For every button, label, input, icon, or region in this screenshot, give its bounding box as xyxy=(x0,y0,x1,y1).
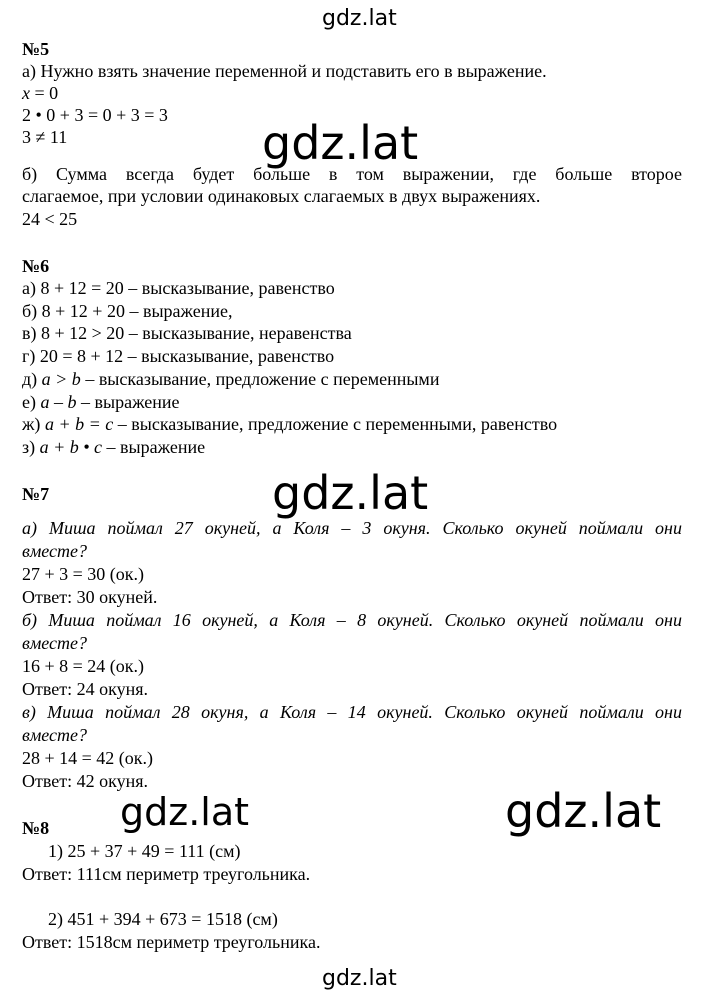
task5-heading: №5 xyxy=(22,39,50,59)
task6-line-e xyxy=(22,391,180,413)
task6-z-expr: a + b • c xyxy=(39,437,103,457)
task8-answer-2: Ответ: 1518см периметр треугольника. xyxy=(22,932,321,952)
task5-b-text-1: б) Сумма всегда будет больше в том выражении, где больше второе xyxy=(22,164,682,184)
task6-d-expr: a > b xyxy=(41,369,81,389)
watermark-center-1: gdz.lat xyxy=(262,116,419,170)
task6-line-a: а) 8 + 12 = 20 – высказывание, равенство xyxy=(22,278,335,298)
task7-c-answer: Ответ: 42 окуня. xyxy=(22,771,149,791)
watermark-right: gdz.lat xyxy=(505,784,662,838)
task6-z-suffix: – выражение xyxy=(102,437,206,457)
task6-line-v: в) 8 + 12 > 20 – высказывание, неравенства xyxy=(22,323,352,343)
task7-b-calc: 16 + 8 = 24 (ок.) xyxy=(22,656,145,676)
task7-a-calc: 27 + 3 = 30 (ок.) xyxy=(22,564,145,584)
task6-line-z xyxy=(22,436,205,458)
task8-calc-2: 2) 451 + 394 + 673 = 1518 (см) xyxy=(48,909,278,929)
task7-b-question-1: б) Миша поймал 16 окуней, а Коля – 8 окуней. Сколько окуней поймали они xyxy=(22,610,682,630)
task8-calc-1: 1) 25 + 37 + 49 = 111 (см) xyxy=(48,841,241,861)
task7-heading: №7 xyxy=(22,484,50,504)
task6-zh-expr: a + b = c xyxy=(44,414,114,434)
task6-zh-suffix: – высказывание, предложение с переменными, равенство xyxy=(113,414,558,434)
task6-d-prefix: д) xyxy=(22,369,42,389)
watermark-top: gdz.lat xyxy=(322,6,397,31)
task6-e-prefix: е) xyxy=(22,392,41,412)
task6-z-prefix: з) xyxy=(22,437,40,457)
task6-zh-prefix: ж) xyxy=(22,414,45,434)
task6-d-suffix: – высказывание, предложение с переменными xyxy=(80,369,440,389)
task6-line-d xyxy=(22,368,439,390)
task5-a-var-value: = 0 xyxy=(30,83,59,103)
task6-e-suffix: – выражение xyxy=(76,392,180,412)
task5-a-result: 3 ≠ 11 xyxy=(22,127,68,147)
task7-c-question-2: вместе? xyxy=(22,725,88,745)
task5-a-calc: 2 • 0 + 3 = 0 + 3 = 3 xyxy=(22,105,168,125)
watermark-bottom: gdz.lat xyxy=(322,966,397,991)
task7-b-answer: Ответ: 24 окуня. xyxy=(22,679,149,699)
task6-e-expr: a – b xyxy=(40,392,77,412)
task7-c-question-1: в) Миша поймал 28 окуня, а Коля – 14 окуней. Сколько окуней поймали они xyxy=(22,702,682,722)
task8-answer-1: Ответ: 111см периметр треугольника. xyxy=(22,864,311,884)
task7-a-question-2: вместе? xyxy=(22,541,88,561)
task6-line-b: б) 8 + 12 + 20 – выражение, xyxy=(22,301,233,321)
task7-b-question-2: вместе? xyxy=(22,633,88,653)
task6-heading: №6 xyxy=(22,256,50,276)
watermark-left: gdz.lat xyxy=(120,790,250,834)
task7-a-answer: Ответ: 30 окуней. xyxy=(22,587,158,607)
task7-a-question-1: а) Миша поймал 27 окуней, а Коля – 3 окуня. Сколько окуней поймали они xyxy=(22,518,682,538)
task5-a-text: а) Нужно взять значение переменной и подставить его в выражение. xyxy=(22,61,547,81)
task8-heading: №8 xyxy=(22,818,50,838)
task5-a-var-line xyxy=(22,82,58,104)
task5-a-var: x xyxy=(22,83,30,103)
watermark-center-2: gdz.lat xyxy=(272,466,429,520)
task6-line-g: г) 20 = 8 + 12 – высказывание, равенство xyxy=(22,346,335,366)
task7-c-calc: 28 + 14 = 42 (ок.) xyxy=(22,748,154,768)
task5-b-text-2: слагаемое, при условии одинаковых слагаемых в двух выражениях. xyxy=(22,186,541,206)
task5-b-result: 24 < 25 xyxy=(22,209,78,229)
task6-line-zh xyxy=(22,413,557,435)
